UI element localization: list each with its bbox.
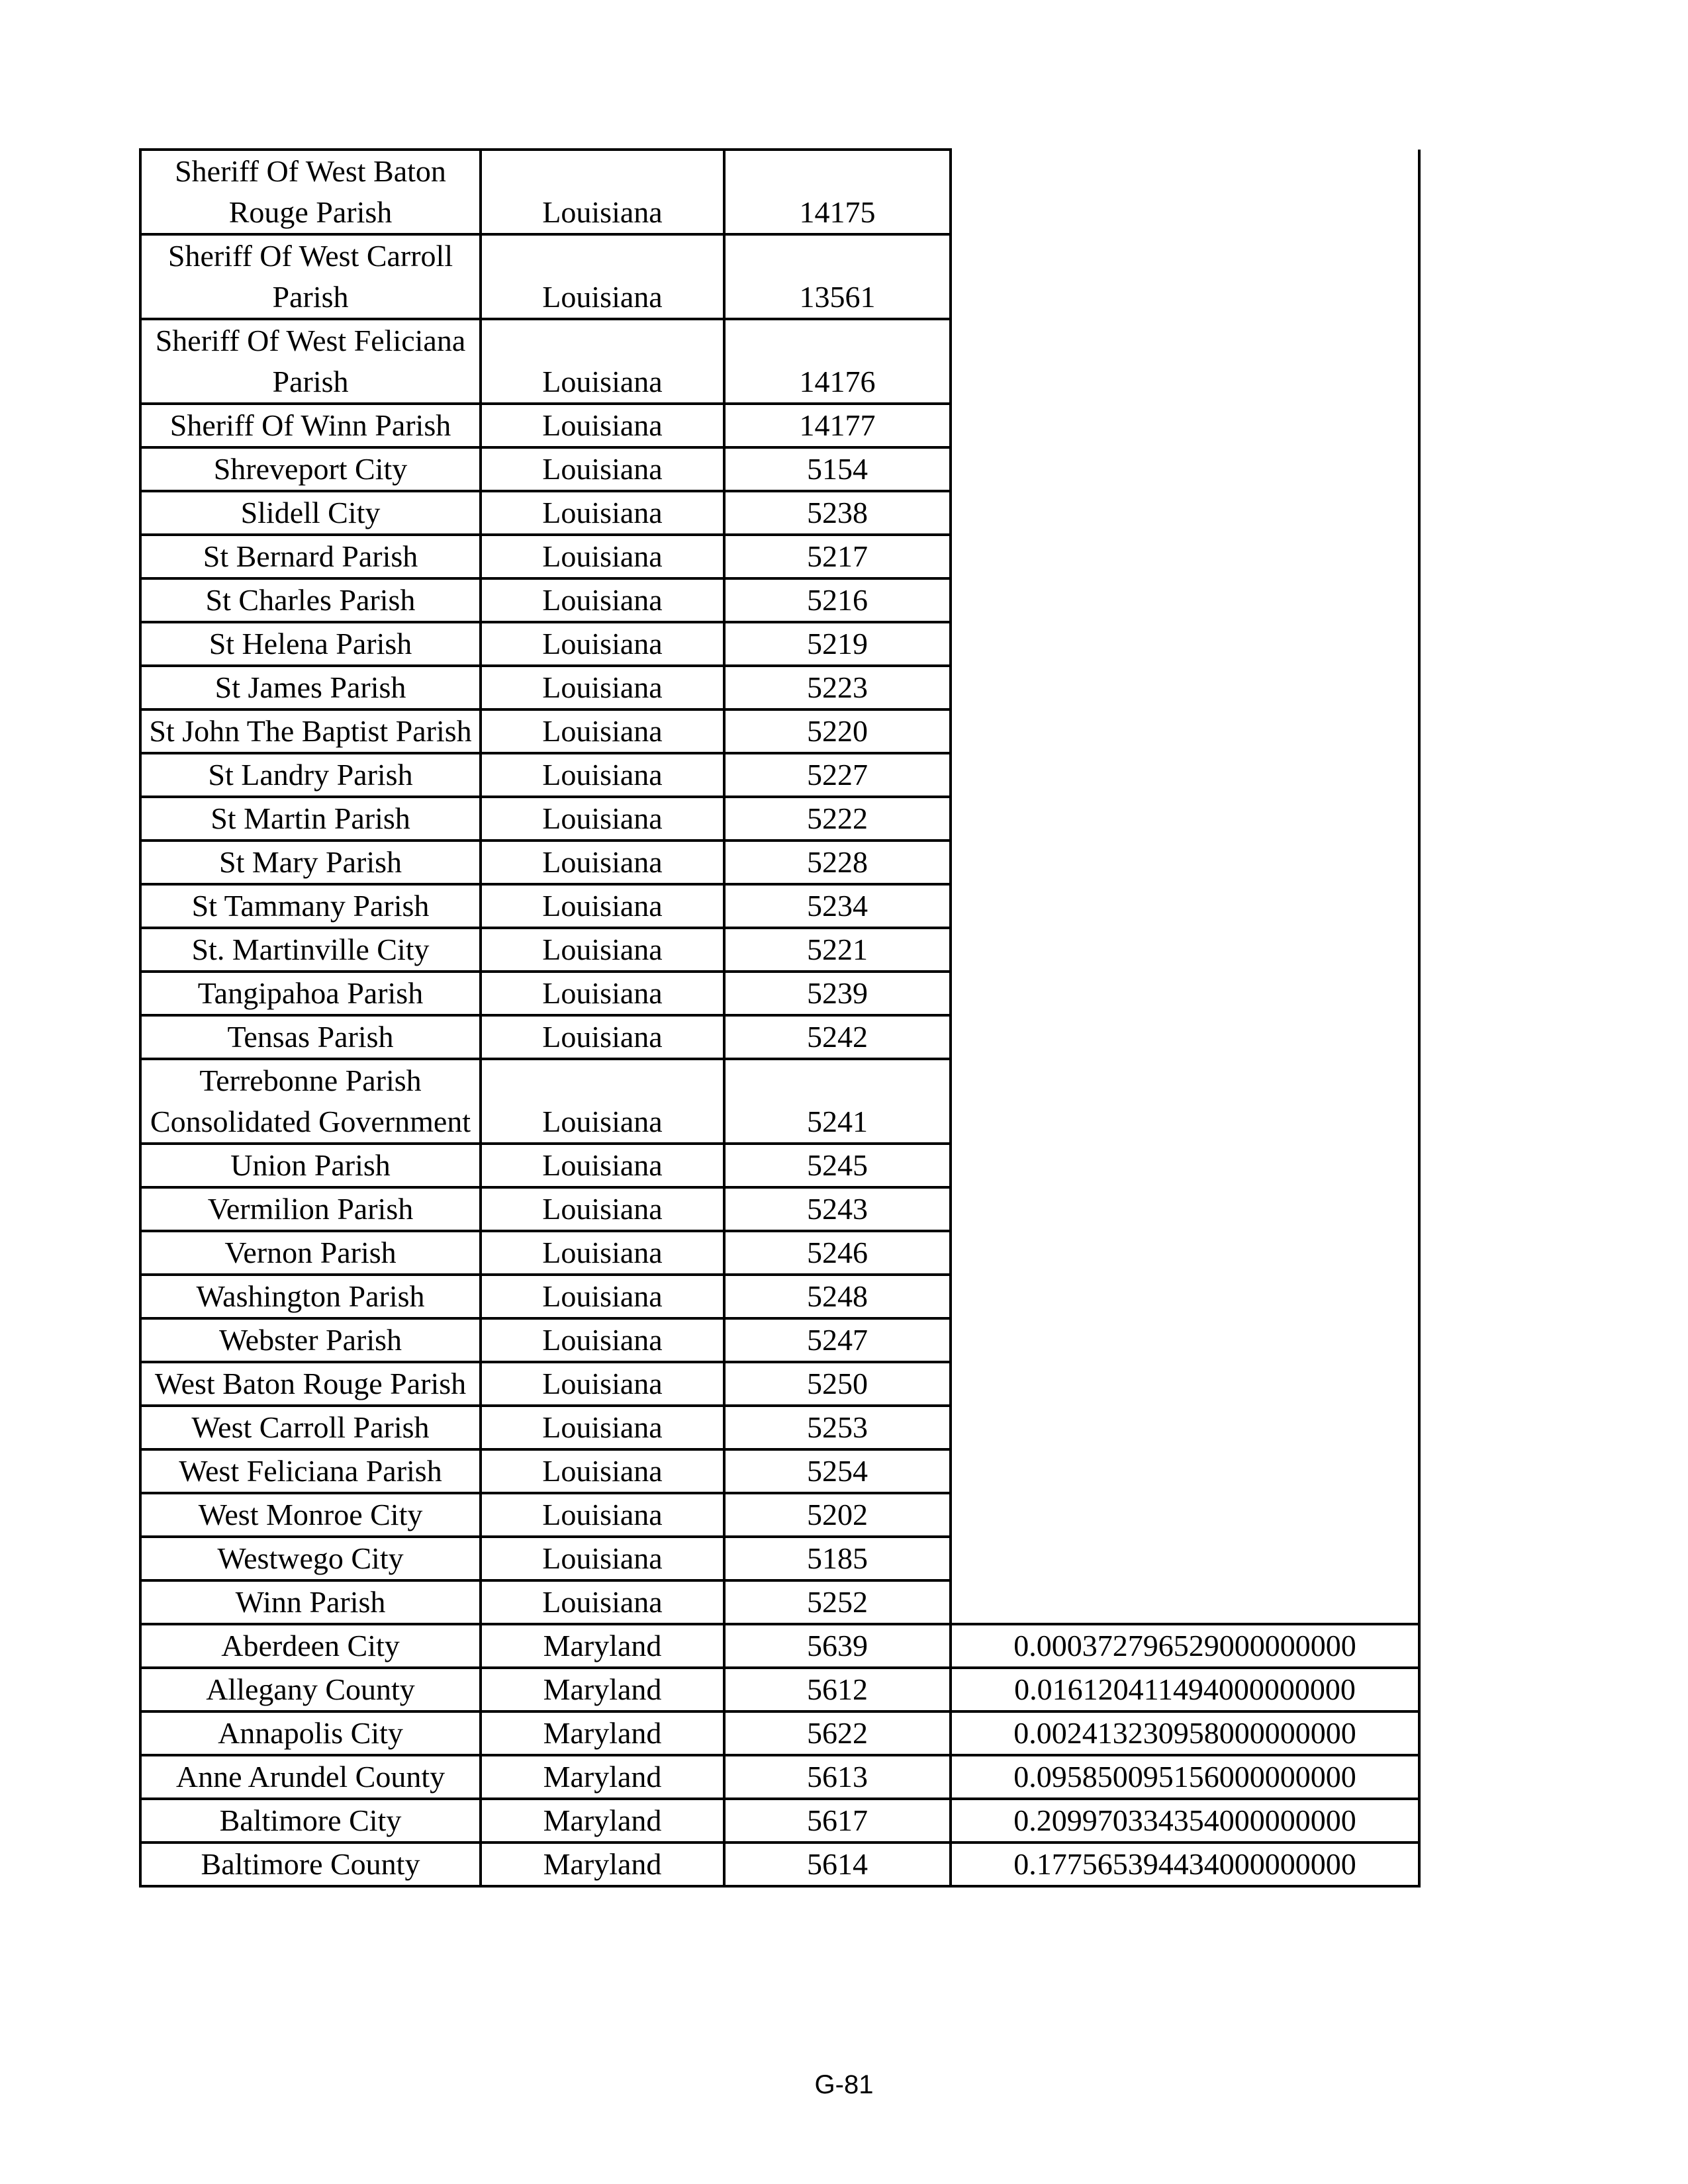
state-cell: Louisiana [481,1231,724,1275]
id-cell: 5234 [724,884,951,928]
state-cell: Louisiana [481,404,724,447]
entity-name-cell: West Feliciana Parish [140,1449,481,1493]
id-cell: 5613 [724,1755,951,1799]
id-cell: 5252 [724,1580,951,1624]
id-cell: 5241 [724,1059,951,1144]
id-cell: 5612 [724,1668,951,1711]
id-cell: 5253 [724,1406,951,1449]
entity-name-cell: Sheriff Of Winn Parish [140,404,481,447]
entity-name-cell: Slidell City [140,491,481,535]
state-cell: Maryland [481,1668,724,1711]
entity-name-cell: Vernon Parish [140,1231,481,1275]
value-cell [951,709,1419,753]
value-cell [951,1537,1419,1580]
id-cell: 5222 [724,797,951,841]
table-row [140,972,1419,1015]
value-cell: 0.000372796529000000000 [951,1624,1419,1668]
entity-name-cell: Washington Parish [140,1275,481,1318]
entity-name-cell: Vermilion Parish [140,1187,481,1231]
entity-name-cell: Union Parish [140,1144,481,1187]
value-cell: 0.177565394434000000000 [951,1843,1419,1886]
value-cell [951,884,1419,928]
id-cell: 5154 [724,447,951,491]
table-row [140,1449,1419,1493]
state-cell: Louisiana [481,884,724,928]
allocation-table [139,148,1421,1888]
state-cell: Louisiana [481,447,724,491]
id-cell: 5221 [724,928,951,972]
value-cell [951,1187,1419,1231]
table-row [140,1187,1419,1231]
entity-name-cell: Sheriff Of West Carroll Parish [140,234,481,319]
id-cell: 5614 [724,1843,951,1886]
table-row [140,1843,1419,1886]
entity-name-cell: St Helena Parish [140,622,481,666]
id-cell: 5242 [724,1015,951,1059]
table-row [140,1799,1419,1843]
state-cell: Louisiana [481,753,724,797]
id-cell: 5223 [724,666,951,709]
id-cell: 5239 [724,972,951,1015]
id-cell: 5216 [724,578,951,622]
state-cell: Louisiana [481,1187,724,1231]
id-cell: 5245 [724,1144,951,1187]
entity-name-cell: St Charles Parish [140,578,481,622]
id-cell: 5238 [724,491,951,535]
table-row [140,319,1419,404]
state-cell: Louisiana [481,841,724,884]
value-cell [951,1275,1419,1318]
state-cell: Louisiana [481,1144,724,1187]
value-cell [951,535,1419,578]
table-row [140,1711,1419,1755]
entity-name-cell: Anne Arundel County [140,1755,481,1799]
table-row [140,1406,1419,1449]
state-cell: Louisiana [481,1275,724,1318]
table-row [140,404,1419,447]
state-cell: Louisiana [481,972,724,1015]
value-cell [951,1059,1419,1144]
entity-name-cell: Terrebonne Parish Consolidated Government [140,1059,481,1144]
state-cell: Louisiana [481,1493,724,1537]
table-row [140,578,1419,622]
value-cell [951,404,1419,447]
id-cell: 14175 [724,150,951,234]
entity-name-cell: St Tammany Parish [140,884,481,928]
table-row [140,1362,1419,1406]
id-cell: 5254 [724,1449,951,1493]
id-cell: 5227 [724,753,951,797]
state-cell: Louisiana [481,1537,724,1580]
id-cell: 5246 [724,1231,951,1275]
table-row [140,928,1419,972]
entity-name-cell: St Martin Parish [140,797,481,841]
state-cell: Louisiana [481,234,724,319]
value-cell [951,319,1419,404]
state-cell: Louisiana [481,1318,724,1362]
value-cell [951,1318,1419,1362]
page-number: G-81 [814,2070,874,2099]
state-cell: Louisiana [481,1362,724,1406]
value-cell [951,491,1419,535]
value-cell [951,578,1419,622]
entity-name-cell: West Monroe City [140,1493,481,1537]
entity-name-cell: Shreveport City [140,447,481,491]
id-cell: 5248 [724,1275,951,1318]
state-cell: Louisiana [481,578,724,622]
state-cell: Louisiana [481,797,724,841]
entity-name-cell: Sheriff Of West Feliciana Parish [140,319,481,404]
entity-name-cell: Westwego City [140,1537,481,1580]
value-cell [951,1406,1419,1449]
table-row [140,841,1419,884]
table-row [140,491,1419,535]
value-cell [951,1362,1419,1406]
value-cell [951,1015,1419,1059]
value-cell [951,753,1419,797]
value-cell [951,1449,1419,1493]
id-cell: 5220 [724,709,951,753]
table-row [140,1537,1419,1580]
id-cell: 5243 [724,1187,951,1231]
id-cell: 5247 [724,1318,951,1362]
id-cell: 5202 [724,1493,951,1537]
state-cell: Louisiana [481,150,724,234]
value-cell [951,622,1419,666]
table-row [140,622,1419,666]
value-cell [951,234,1419,319]
value-cell [951,447,1419,491]
entity-name-cell: St Landry Parish [140,753,481,797]
value-cell [951,666,1419,709]
id-cell: 5219 [724,622,951,666]
value-cell [951,797,1419,841]
id-cell: 13561 [724,234,951,319]
state-cell: Louisiana [481,666,724,709]
table-row [140,1318,1419,1362]
value-cell [951,1580,1419,1624]
value-cell [951,1231,1419,1275]
entity-name-cell: St John The Baptist Parish [140,709,481,753]
state-cell: Louisiana [481,1406,724,1449]
value-cell [951,928,1419,972]
entity-name-cell: West Baton Rouge Parish [140,1362,481,1406]
value-cell: 0.016120411494000000000 [951,1668,1419,1711]
table-row [140,447,1419,491]
state-cell: Louisiana [481,1449,724,1493]
table-row [140,535,1419,578]
table-row [140,1015,1419,1059]
state-cell: Maryland [481,1711,724,1755]
entity-name-cell: Sheriff Of West Baton Rouge Parish [140,150,481,234]
id-cell: 5617 [724,1799,951,1843]
table-row [140,797,1419,841]
value-cell [951,972,1419,1015]
state-cell: Louisiana [481,928,724,972]
value-cell: 0.095850095156000000000 [951,1755,1419,1799]
table-row [140,1493,1419,1537]
entity-name-cell: Webster Parish [140,1318,481,1362]
state-cell: Louisiana [481,535,724,578]
table-row [140,150,1419,234]
entity-name-cell: Tensas Parish [140,1015,481,1059]
value-cell [951,1493,1419,1537]
entity-name-cell: Baltimore County [140,1843,481,1886]
entity-name-cell: Allegany County [140,1668,481,1711]
table-row [140,1059,1419,1144]
table-row [140,1668,1419,1711]
state-cell: Maryland [481,1799,724,1843]
entity-name-cell: St Mary Parish [140,841,481,884]
table-row [140,1755,1419,1799]
entity-name-cell: Winn Parish [140,1580,481,1624]
value-cell: 0.002413230958000000000 [951,1711,1419,1755]
value-cell: 0.209970334354000000000 [951,1799,1419,1843]
entity-name-cell: St Bernard Parish [140,535,481,578]
id-cell: 5217 [724,535,951,578]
table-row [140,1231,1419,1275]
value-cell [951,1144,1419,1187]
state-cell: Louisiana [481,1059,724,1144]
table-row [140,709,1419,753]
table-body [140,150,1419,1886]
value-cell [951,150,1419,234]
table-row [140,753,1419,797]
id-cell: 5639 [724,1624,951,1668]
table-row [140,234,1419,319]
id-cell: 14177 [724,404,951,447]
id-cell: 14176 [724,319,951,404]
entity-name-cell: Aberdeen City [140,1624,481,1668]
id-cell: 5185 [724,1537,951,1580]
table-row [140,1624,1419,1668]
entity-name-cell: St. Martinville City [140,928,481,972]
state-cell: Louisiana [481,491,724,535]
id-cell: 5622 [724,1711,951,1755]
value-cell [951,841,1419,884]
entity-name-cell: Annapolis City [140,1711,481,1755]
state-cell: Maryland [481,1843,724,1886]
entity-name-cell: St James Parish [140,666,481,709]
table-row [140,884,1419,928]
state-cell: Maryland [481,1624,724,1668]
entity-name-cell: Baltimore City [140,1799,481,1843]
state-cell: Louisiana [481,319,724,404]
state-cell: Maryland [481,1755,724,1799]
table-row [140,1144,1419,1187]
table-row [140,1580,1419,1624]
entity-name-cell: Tangipahoa Parish [140,972,481,1015]
id-cell: 5250 [724,1362,951,1406]
entity-name-cell: West Carroll Parish [140,1406,481,1449]
id-cell: 5228 [724,841,951,884]
state-cell: Louisiana [481,1015,724,1059]
table-row [140,1275,1419,1318]
state-cell: Louisiana [481,1580,724,1624]
state-cell: Louisiana [481,622,724,666]
table-row [140,666,1419,709]
state-cell: Louisiana [481,709,724,753]
